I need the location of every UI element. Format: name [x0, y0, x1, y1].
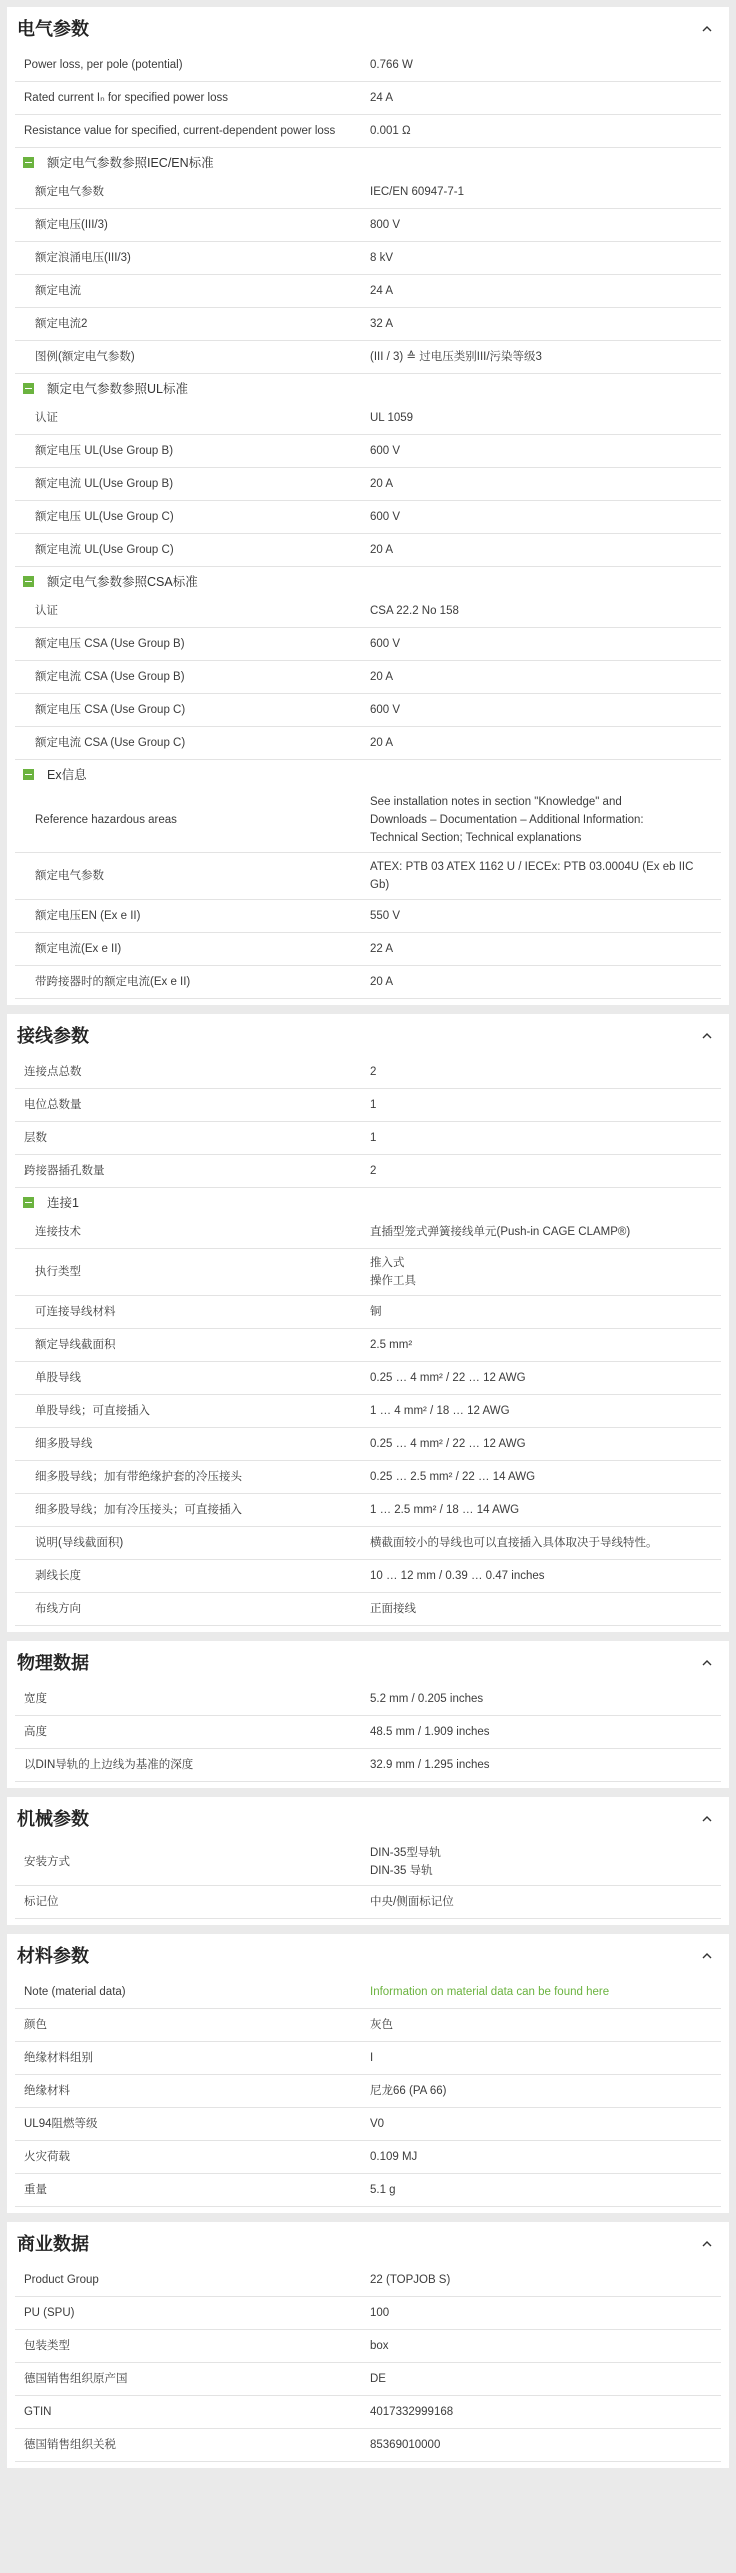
- spec-value-line: 1 … 2.5 mm² / 18 … 14 AWG: [370, 1504, 520, 1516]
- chevron-up-icon[interactable]: [695, 2231, 719, 2255]
- spec-value: [370, 89, 721, 107]
- spec-value: [370, 1501, 721, 1519]
- spec-label: 连接技术: [35, 1226, 81, 1238]
- spec-value-line: 22 A: [370, 943, 394, 955]
- spec-label: 层数: [24, 1132, 47, 1144]
- spec-label: 安装方式: [24, 1856, 70, 1868]
- spec-label: GTIN: [24, 2406, 52, 2418]
- spec-value-line: 0.001 Ω: [370, 125, 411, 137]
- spec-value: [370, 907, 721, 925]
- spec-row: [15, 1461, 721, 1494]
- spec-value-line: 4017332999168: [370, 2406, 454, 2418]
- spec-value-line: 20 A: [370, 671, 394, 683]
- spec-row: [15, 900, 721, 933]
- spec-label: PU (SPU): [24, 2307, 75, 2319]
- section-title: 物理数据: [17, 1653, 89, 1673]
- spec-value: [370, 2403, 721, 2421]
- spec-value-line: 24 A: [370, 92, 394, 104]
- spec-value-line: 0.25 … 2.5 mm² / 22 … 14 AWG: [370, 1471, 536, 1483]
- spec-value: [370, 2271, 721, 2289]
- minus-square-icon[interactable]: [23, 1197, 34, 1208]
- spec-value: [370, 249, 721, 267]
- spec-label: 连接点总数: [24, 1066, 82, 1078]
- spec-row: [15, 2264, 721, 2297]
- section-header[interactable]: [15, 1014, 721, 1056]
- spec-value: [370, 216, 721, 234]
- spec-value-line: DE: [370, 2373, 386, 2385]
- spec-value: [370, 2148, 721, 2166]
- spec-value: [370, 1254, 721, 1290]
- spec-value: [370, 2115, 721, 2133]
- spec-row: [15, 2429, 721, 2462]
- spec-value-line: Downloads – Documentation – Additional Information:: [370, 814, 644, 826]
- spec-label: 额定电压 UL(Use Group B): [35, 445, 174, 457]
- spec-label: 重量: [24, 2184, 47, 2196]
- spec-value-line: 5.1 g: [370, 2184, 396, 2196]
- spec-label: 额定电流(Ex e II): [35, 943, 122, 955]
- spec-value: [370, 1303, 721, 1321]
- spec-value: [370, 701, 721, 719]
- spec-value-line: 1 … 4 mm² / 18 … 12 AWG: [370, 1405, 510, 1417]
- spec-row: [15, 275, 721, 308]
- spec-value: [370, 2304, 721, 2322]
- spec-row: [15, 933, 721, 966]
- spec-value: [370, 409, 721, 427]
- spec-section: [7, 1014, 729, 1632]
- spec-value: [370, 793, 721, 847]
- spec-label: 额定电流: [35, 285, 81, 297]
- minus-square-icon[interactable]: [23, 769, 34, 780]
- spec-value-line: 800 V: [370, 219, 401, 231]
- spec-row: [15, 853, 721, 900]
- subgroup-label: 额定电气参数参照CSA标准: [47, 575, 198, 589]
- spec-label: 单股导线；可直接插入: [35, 1405, 150, 1417]
- spec-label: 绝缘材料组别: [24, 2052, 93, 2064]
- spec-row: [15, 2108, 721, 2141]
- spec-row: [15, 2075, 721, 2108]
- spec-value-line: (III / 3) ≙ 过电压类别III/污染等级3: [370, 351, 542, 363]
- spec-label: 额定电流 CSA (Use Group C): [35, 737, 186, 749]
- spec-section: [7, 1641, 729, 1788]
- subgroup-toggle[interactable]: [15, 148, 721, 176]
- spec-label: 包装类型: [24, 2340, 70, 2352]
- spec-value-line: 100: [370, 2307, 390, 2319]
- spec-row: [15, 1428, 721, 1461]
- spec-value: [370, 1600, 721, 1618]
- spec-label: 额定电压 UL(Use Group C): [35, 511, 174, 523]
- spec-value-line: ATEX: PTB 03 ATEX 1162 U / IECEx: PTB 03.0004U (Ex eb IIC: [370, 861, 694, 873]
- spec-label: 布线方向: [35, 1603, 81, 1615]
- spec-label: 跨接器插孔数量: [24, 1165, 105, 1177]
- spec-value-line: 32.9 mm / 1.295 inches: [370, 1759, 490, 1771]
- spec-label: 细多股导线；加有带绝缘护套的冷压接头: [35, 1471, 242, 1483]
- spec-label: Rated current Iₙ for specified power loss: [24, 92, 229, 104]
- spec-value-line: 550 V: [370, 910, 401, 922]
- spec-value: [370, 541, 721, 559]
- spec-label: 额定电流 CSA (Use Group B): [35, 671, 185, 683]
- spec-label: 执行类型: [35, 1266, 81, 1278]
- spec-row: [15, 209, 721, 242]
- spec-row: [15, 1839, 721, 1886]
- spec-value-line: 2.5 mm²: [370, 1339, 413, 1351]
- subgroup-toggle[interactable]: [15, 1188, 721, 1216]
- section-header[interactable]: [15, 7, 721, 49]
- spec-value: [370, 1690, 721, 1708]
- spec-label: Reference hazardous areas: [35, 814, 177, 826]
- spec-value: [370, 508, 721, 526]
- spec-value-line: Gb): [370, 879, 390, 891]
- spec-value-line: 1: [370, 1132, 377, 1144]
- spec-value: [370, 1129, 721, 1147]
- spec-row: [15, 1395, 721, 1428]
- subgroup-label: 额定电气参数参照IEC/EN标准: [47, 156, 214, 170]
- spec-label: 颜色: [24, 2019, 47, 2031]
- spec-label: 图例(额定电气参数): [35, 351, 135, 363]
- spec-page: [7, 7, 729, 2468]
- spec-label: 标记位: [24, 1896, 59, 1908]
- spec-value-line: box: [370, 2340, 389, 2352]
- spec-row: [15, 2174, 721, 2207]
- section-header[interactable]: [15, 1934, 721, 1976]
- spec-label: UL94阻燃等级: [24, 2118, 98, 2130]
- spec-row: [15, 2330, 721, 2363]
- spec-row: [15, 501, 721, 534]
- spec-value-line: 铜: [370, 1306, 382, 1318]
- section-title: 接线参数: [17, 1026, 89, 1046]
- spec-label: 德国销售组织原产国: [24, 2373, 128, 2385]
- spec-section: [7, 1797, 729, 1925]
- spec-row: [15, 2363, 721, 2396]
- spec-row: [15, 2009, 721, 2042]
- section-title: 机械参数: [17, 1809, 89, 1829]
- spec-section: [7, 1934, 729, 2213]
- spec-value: [370, 1369, 721, 1387]
- spec-value: [370, 1435, 721, 1453]
- spec-label: 单股导线: [35, 1372, 81, 1384]
- spec-label: Resistance value for specified, current-dependent power loss: [24, 125, 336, 137]
- spec-value: [370, 858, 721, 894]
- spec-label: 额定电流2: [35, 318, 88, 330]
- spec-label: 额定电压 CSA (Use Group C): [35, 704, 186, 716]
- spec-value-line: 24 A: [370, 285, 394, 297]
- spec-label: 宽度: [24, 1693, 47, 1705]
- spec-value: [370, 1468, 721, 1486]
- spec-value-line: 操作工具: [370, 1275, 416, 1287]
- spec-value: [370, 2370, 721, 2388]
- spec-section: [7, 2222, 729, 2468]
- spec-row: [15, 308, 721, 341]
- spec-label: 剥线长度: [35, 1570, 81, 1582]
- spec-row: [15, 1056, 721, 1089]
- spec-value-line: 0.109 MJ: [370, 2151, 418, 2163]
- spec-value-line: 600 V: [370, 704, 401, 716]
- minus-square-icon[interactable]: [23, 157, 34, 168]
- spec-row: [15, 115, 721, 148]
- spec-value-line: 横截面较小的导线也可以直接插入具体取决于导线特性。: [370, 1537, 658, 1549]
- spec-value-line: 600 V: [370, 638, 401, 650]
- spec-label: 额定电压(III/3): [35, 219, 108, 231]
- spec-value: [370, 734, 721, 752]
- spec-value-line: DIN-35型导轨: [370, 1847, 441, 1859]
- spec-row: [15, 1560, 721, 1593]
- spec-value-line: 推入式: [370, 1257, 405, 1269]
- spec-value: [370, 973, 721, 991]
- spec-value-line: 0.25 … 4 mm² / 22 … 12 AWG: [370, 1372, 526, 1384]
- spec-row: [15, 2141, 721, 2174]
- section-title: 电气参数: [17, 19, 89, 39]
- spec-value: [370, 2181, 721, 2199]
- spec-value: [370, 2337, 721, 2355]
- spec-label: 额定电气参数: [35, 870, 104, 882]
- section-header[interactable]: [15, 1797, 721, 1839]
- spec-row: [15, 628, 721, 661]
- spec-row: [15, 468, 721, 501]
- spec-value-line: CSA 22.2 No 158: [370, 605, 459, 617]
- spec-value-line: 5.2 mm / 0.205 inches: [370, 1693, 484, 1705]
- spec-row: [15, 694, 721, 727]
- spec-label: 可连接导线材料: [35, 1306, 116, 1318]
- spec-label: Note (material data): [24, 1986, 126, 1998]
- spec-row: [15, 1329, 721, 1362]
- spec-row: [15, 1749, 721, 1782]
- spec-row: [15, 1593, 721, 1626]
- spec-value-line: 20 A: [370, 544, 394, 556]
- spec-row: [15, 341, 721, 374]
- spec-row: [15, 242, 721, 275]
- spec-label: 额定导线截面积: [35, 1339, 116, 1351]
- subgroup-toggle[interactable]: [15, 760, 721, 788]
- spec-value-line: 22 (TOPJOB S): [370, 2274, 451, 2286]
- spec-label: 细多股导线；加有冷压接头；可直接插入: [35, 1504, 242, 1516]
- subgroup-toggle[interactable]: [15, 374, 721, 402]
- spec-value: [370, 602, 721, 620]
- spec-row: [15, 1122, 721, 1155]
- spec-label: 火灾荷载: [24, 2151, 70, 2163]
- spec-value-line: 48.5 mm / 1.909 inches: [370, 1726, 490, 1738]
- chevron-up-icon[interactable]: [695, 1943, 719, 1967]
- spec-value-line: 正面接线: [370, 1603, 416, 1615]
- spec-row: [15, 966, 721, 999]
- spec-value-line: 32 A: [370, 318, 394, 330]
- spec-value-line: 2: [370, 1165, 377, 1177]
- spec-value: [370, 940, 721, 958]
- spec-row: [15, 176, 721, 209]
- spec-row: [15, 661, 721, 694]
- spec-row: [15, 1494, 721, 1527]
- chevron-up-icon[interactable]: [695, 16, 719, 40]
- spec-row: [15, 1296, 721, 1329]
- spec-row: [15, 595, 721, 628]
- spec-value-line: 1: [370, 1099, 377, 1111]
- spec-value-line: 10 … 12 mm / 0.39 … 0.47 inches: [370, 1570, 545, 1582]
- subgroup-label: Ex信息: [47, 768, 87, 782]
- spec-value: [370, 1567, 721, 1585]
- spec-label: 德国销售组织关税: [24, 2439, 116, 2451]
- spec-value: [370, 315, 721, 333]
- spec-label: 额定电流 UL(Use Group C): [35, 544, 174, 556]
- spec-value-line: 600 V: [370, 445, 401, 457]
- spec-row: [15, 1716, 721, 1749]
- spec-value-line: 2: [370, 1066, 377, 1078]
- spec-label: 带跨接器时的额定电流(Ex e II): [35, 976, 191, 988]
- spec-value: [370, 1162, 721, 1180]
- spec-row: [15, 1249, 721, 1296]
- spec-row: [15, 1976, 721, 2009]
- spec-label: Product Group: [24, 2274, 99, 2286]
- minus-square-icon[interactable]: [23, 576, 34, 587]
- spec-label: 认证: [35, 605, 58, 617]
- spec-label: 细多股导线: [35, 1438, 93, 1450]
- spec-label: 绝缘材料: [24, 2085, 70, 2097]
- spec-value: [370, 348, 721, 366]
- subgroup-label: 额定电气参数参照UL标准: [47, 382, 188, 396]
- spec-value-line: 20 A: [370, 976, 394, 988]
- chevron-up-icon[interactable]: [695, 1023, 719, 1047]
- spec-value-line: Technical Section; Technical explanations: [370, 832, 582, 844]
- spec-value: [370, 635, 721, 653]
- section-header[interactable]: [15, 2222, 721, 2264]
- spec-value: [370, 1096, 721, 1114]
- spec-value-line: Information on material data can be found here: [370, 1986, 610, 1998]
- spec-row: [15, 2297, 721, 2330]
- spec-label: 高度: [24, 1726, 47, 1738]
- spec-value-line: 8 kV: [370, 252, 394, 264]
- spec-value-line: 85369010000: [370, 2439, 441, 2451]
- spec-row: [15, 1216, 721, 1249]
- minus-square-icon[interactable]: [23, 383, 34, 394]
- spec-value: [370, 282, 721, 300]
- spec-value: [370, 1063, 721, 1081]
- spec-row: [15, 1089, 721, 1122]
- spec-label: 电位总数量: [24, 1099, 82, 1111]
- spec-row: [15, 788, 721, 853]
- spec-label: 以DIN导轨的上边线为基准的深度: [24, 1759, 194, 1771]
- spec-row: [15, 402, 721, 435]
- spec-value: [370, 1336, 721, 1354]
- spec-row: [15, 2042, 721, 2075]
- spec-label: 额定电气参数: [35, 186, 104, 198]
- spec-value: [370, 2082, 721, 2100]
- section-title: 商业数据: [17, 2234, 89, 2254]
- spec-value: [370, 1723, 721, 1741]
- spec-row: [15, 1155, 721, 1188]
- chevron-up-icon[interactable]: [695, 1806, 719, 1830]
- spec-row: [15, 82, 721, 115]
- spec-value-line: 灰色: [370, 2019, 393, 2031]
- spec-value-line: 直插型笼式弹簧接线单元(Push-in CAGE CLAMP®): [370, 1226, 631, 1238]
- spec-value: [370, 1893, 721, 1911]
- spec-value: [370, 122, 721, 140]
- spec-value: [370, 668, 721, 686]
- spec-value-line: 中央/侧面标记位: [370, 1896, 454, 1908]
- spec-value-line: 20 A: [370, 478, 394, 490]
- spec-label: 说明(导线截面积): [35, 1537, 124, 1549]
- spec-value-line: UL 1059: [370, 412, 414, 424]
- spec-value-line: 0.25 … 4 mm² / 22 … 12 AWG: [370, 1438, 526, 1450]
- material-data-link[interactable]: [370, 1983, 721, 2001]
- spec-value: [370, 1756, 721, 1774]
- spec-row: [15, 1527, 721, 1560]
- spec-value: [370, 1402, 721, 1420]
- spec-label: 认证: [35, 412, 58, 424]
- section-header[interactable]: [15, 1641, 721, 1683]
- spec-row: [15, 435, 721, 468]
- spec-row: [15, 727, 721, 760]
- spec-value-line: 尼龙66 (PA 66): [370, 2085, 447, 2097]
- spec-value: [370, 442, 721, 460]
- spec-label: 额定浪涌电压(III/3): [35, 252, 131, 264]
- spec-value: [370, 2016, 721, 2034]
- spec-value: [370, 1223, 721, 1241]
- spec-row: [15, 1683, 721, 1716]
- spec-row: [15, 1362, 721, 1395]
- spec-row: [15, 534, 721, 567]
- spec-section: [7, 7, 729, 1005]
- spec-row: [15, 2396, 721, 2429]
- spec-value-line: 20 A: [370, 737, 394, 749]
- subgroup-label: 连接1: [47, 1196, 79, 1210]
- spec-value-line: V0: [370, 2118, 385, 2130]
- spec-value: [370, 56, 721, 74]
- section-title: 材料参数: [17, 1946, 89, 1966]
- spec-value-line: IEC/EN 60947-7-1: [370, 186, 464, 198]
- spec-row: [15, 49, 721, 82]
- spec-label: 额定电流 UL(Use Group B): [35, 478, 174, 490]
- spec-row: [15, 1886, 721, 1919]
- spec-label: 额定电压 CSA (Use Group B): [35, 638, 185, 650]
- spec-value-line: I: [370, 2052, 374, 2064]
- spec-value-line: See installation notes in section "Knowledge" and: [370, 796, 622, 808]
- spec-value: [370, 2049, 721, 2067]
- spec-value: [370, 1844, 721, 1880]
- spec-label: 额定电压EN (Ex e II): [35, 910, 141, 922]
- spec-value: [370, 2436, 721, 2454]
- spec-value: [370, 1534, 721, 1552]
- spec-label: Power loss, per pole (potential): [24, 59, 183, 71]
- spec-value: [370, 475, 721, 493]
- spec-value-line: 0.766 W: [370, 59, 413, 71]
- spec-value: [370, 183, 721, 201]
- chevron-up-icon[interactable]: [695, 1650, 719, 1674]
- subgroup-toggle[interactable]: [15, 567, 721, 595]
- spec-value-line: DIN-35 导轨: [370, 1865, 433, 1877]
- spec-value-line: 600 V: [370, 511, 401, 523]
